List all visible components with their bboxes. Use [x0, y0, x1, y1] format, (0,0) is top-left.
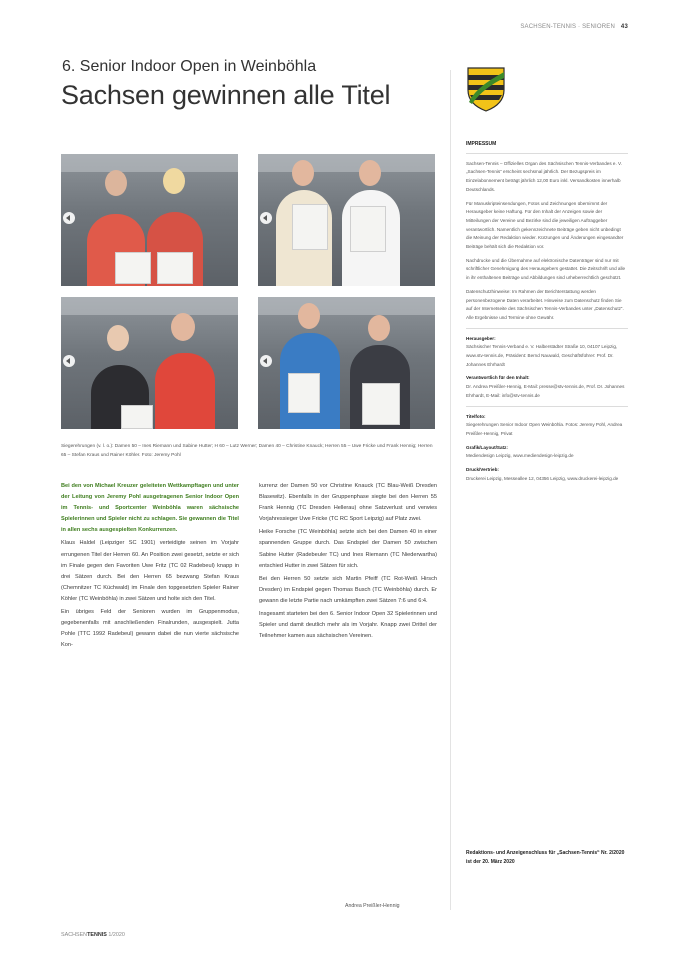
publisher-label: Herausgeber:: [466, 335, 496, 341]
article-headline: Sachsen gewinnen alle Titel: [61, 80, 391, 110]
gallery-prev-icon[interactable]: [63, 212, 75, 224]
article-paragraph: Bei den Herren 50 setzte sich Martin Pfeiff (TC Rot-Weiß Hirsch Dresden) im Endspiel gegen Thomas Busch (TC Weinböhla) durch. Er gewann die letzte Partie nach umkämpften zwei Sätzen 7:6 und 6:4.: [259, 575, 437, 604]
impressum-paragraph: Für Manuskripteinsendungen, Fotos und Zeichnungen übernimmt der Herausgeber keine Haftung. Für den Inhalt der Anzeigen sowie der Mitteilungen der Vereine und Bezirke sind die jeweiligen Auftraggeber verantwortlich. Namentlich gekennzeichnete Beiträge geben nicht unbedingt die Meinung der Redaktion wieder. Kürzungen und Änderungen eingesandter Beiträge behält sich die Redaktion vor.: [466, 200, 624, 250]
article-paragraph: Heike Forsche (TC Weinböhla) setzte sich bei den Damen 40 in einer spannenden Gruppe durch. Das Endspiel der Damen 50 zwischen Sabine Hutter (Radebeuler TC) und Ines Riemann (TC Niederwartha) entschied Hutter in zwei Sätzen für sich.: [259, 529, 437, 569]
article-lead: Bei den von Michael Kreuzer geleiteten Wettkampftagen und unter der Leitung von Jeremy Pohl ausgetragenen Senior Indoor Open im Tennis- und Sportcenter Weinböhla waren sächsische Spielerinnen und Spieler nicht zu schlagen. Sie gewannen die Titel in allen sechs ausgespielten Konkurrenzen.: [61, 483, 239, 534]
footer-prefix: SACHSEN: [61, 932, 88, 938]
editors-label: Verantwortlich für den Inhalt:: [466, 375, 530, 381]
layout-label: Grafik/Layout/Satz:: [466, 444, 508, 450]
photos-text: Siegerehrungen Senior Indoor Open Weinböhla. Fotos: Jeremy Pohl, Andrea Preißler-Hennig, Privat: [466, 422, 623, 436]
photo-award-1: [61, 154, 238, 286]
gallery-prev-icon[interactable]: [260, 355, 272, 367]
print-text: Druckerei Leipzig, Messeallee 12, 04356 Leipzig, www.druckerei-leipzig.de: [466, 475, 619, 481]
impressum-paragraph: Sachsen-Tennis – Offizielles Organ des Sächsischen Tennis-Verbandes e. V. „Sachsen-Tennis“ erscheint sechsmal jährlich. Der Bezugspreis im Einzelabonnement beträgt jährlich 12,00 Euro inkl. Versandkosten innerhalb Deutschlands.: [466, 160, 622, 192]
editors-text: Dr. Andrea Preißler-Hennig, E-Mail: presse@stv-tennis.de, Prof. Dr. Johannes Ehrhardt, E-Mail: info@stv-tennis.de: [466, 384, 625, 398]
footer-brand: TENNIS: [87, 932, 107, 938]
article-paragraph: Klaus Haldel (Leipziger SC 1901) verteidigte seinen im Vorjahr errungenen Titel der Herren 60. An Position zwei gesetzt, setzte er sich im Finale gegen den Favoriten Uwe Fritz (TC 02 Radebeul) knapp in drei Sätzen durch. Bei den Herren 65 bezwang Stefan Kraus (Chemnitzer TC Küchwald) im Finale den topgesetzten Spieler Rainer Köhler (TC Weinböhla) in zwei Sätzen und holte sich den Titel.: [61, 540, 239, 602]
running-head: [520, 24, 628, 30]
publisher-text: Sächsischer Tennis-Verband e. V. Halberstädter Straße 10, 04107 Leipzig, www.stv-tennis.de, Präsident: Bernd Nauwald, Geschäftsführer: Prof. Dr. Johannes Ehrhardt: [466, 344, 618, 367]
article-paragraph: Ein übriges Feld der Senioren wurden im Gruppenmodus, gegebenenfalls mit anschließenden Finalrunden, ausgespielt. Jutta Pohle (TTC 1992 Radebeul) gewann dabei die nun vierte sächsische Kon-: [61, 609, 239, 649]
impressum-rule: [466, 328, 628, 329]
saxony-crest-logo: [466, 66, 506, 112]
photos-label: Titelfoto:: [466, 413, 486, 419]
impressum-heading: IMPRESSUM: [466, 141, 497, 147]
footer-issue: 1/2020: [108, 932, 125, 938]
impressum-rule: [466, 406, 628, 407]
impressum: [466, 140, 628, 489]
running-head-text: SACHSEN-TENNIS · SENIOREN: [520, 24, 616, 30]
page-footer: [61, 932, 125, 938]
article-signature: Andrea Preißler-Hennig: [345, 903, 400, 909]
article-paragraph: Insgesamt starteten bei den 6. Senior Indoor Open 32 Spielerinnen und Spieler und damit deutlich mehr als im Vorjahr. Knapp zwei Drittel der Teilnehmer kamen aus sächsischen Vereinen.: [259, 611, 437, 640]
layout-text: Mediendesign Leipzig, www.mediendesign-leipzig.de: [466, 453, 574, 459]
article-kicker: 6. Senior Indoor Open in Weinböhla: [62, 58, 317, 75]
article-column-1: [61, 481, 239, 653]
article-paragraph: kurrenz der Damen 50 vor Christine Knauck (TC Blau-Weiß Dresden Blasewitz). Ebenfalls in der Gruppenphase siegte bei den Herren 55 Frank Hennig (TC Dresden Hellerau) ohne Satzverlust und verwies Vorjahressieger Uwe Fricke (TC RC Sport Leipzig) auf Platz zwei.: [259, 483, 437, 523]
page-number: 43: [620, 24, 628, 30]
sidebar-divider: [450, 70, 451, 910]
photo-caption: Siegerehrungen (v. l. o.): Damen 50 – Ines Riemann und Sabine Hutter; H 60 – Lutz Werner; Damen 40 – Christine Knauck; Herren 55 – Uwe Fricke und Frank Hennig; Herren 65 – Stefan Kraus und Rainer Köhler. Foto: Jeremy Pohl: [61, 444, 433, 459]
photo-award-3: [61, 297, 238, 429]
impressum-rule: [466, 153, 628, 154]
photo-award-2: [258, 154, 435, 286]
photo-award-4: [258, 297, 435, 429]
print-label: Druck/Vertrieb:: [466, 467, 499, 473]
gallery-prev-icon[interactable]: [260, 212, 272, 224]
impressum-paragraph: Nachdrucke und die Übernahme auf elektronische Datenträger sind nur mit schriftlicher Genehmigung des Herausgebers gestattet. Die Zeitschrift und alle in ihr enthaltenen Beiträge und Abbildungen sind urheberrechtlich geschützt.: [466, 257, 626, 281]
impressum-paragraph: Datenschutzhinweise: Im Rahmen der Berichterstattung werden personenbezogene Daten verarbeitet. Hinweise zum Datenschutz finden Sie auf der Internetseite des Sächsischen Tennis-Verbandes unter „Datenschutz“. Alle Ergebnisse und Termine ohne Gewähr.: [466, 288, 624, 320]
deadline-notice: Redaktions- und Anzeigenschluss für „Sachsen-Tennis“ Nr. 2/2020 ist der 20. März 2020: [466, 850, 625, 865]
gallery-prev-icon[interactable]: [63, 355, 75, 367]
article-column-2: [259, 481, 437, 644]
